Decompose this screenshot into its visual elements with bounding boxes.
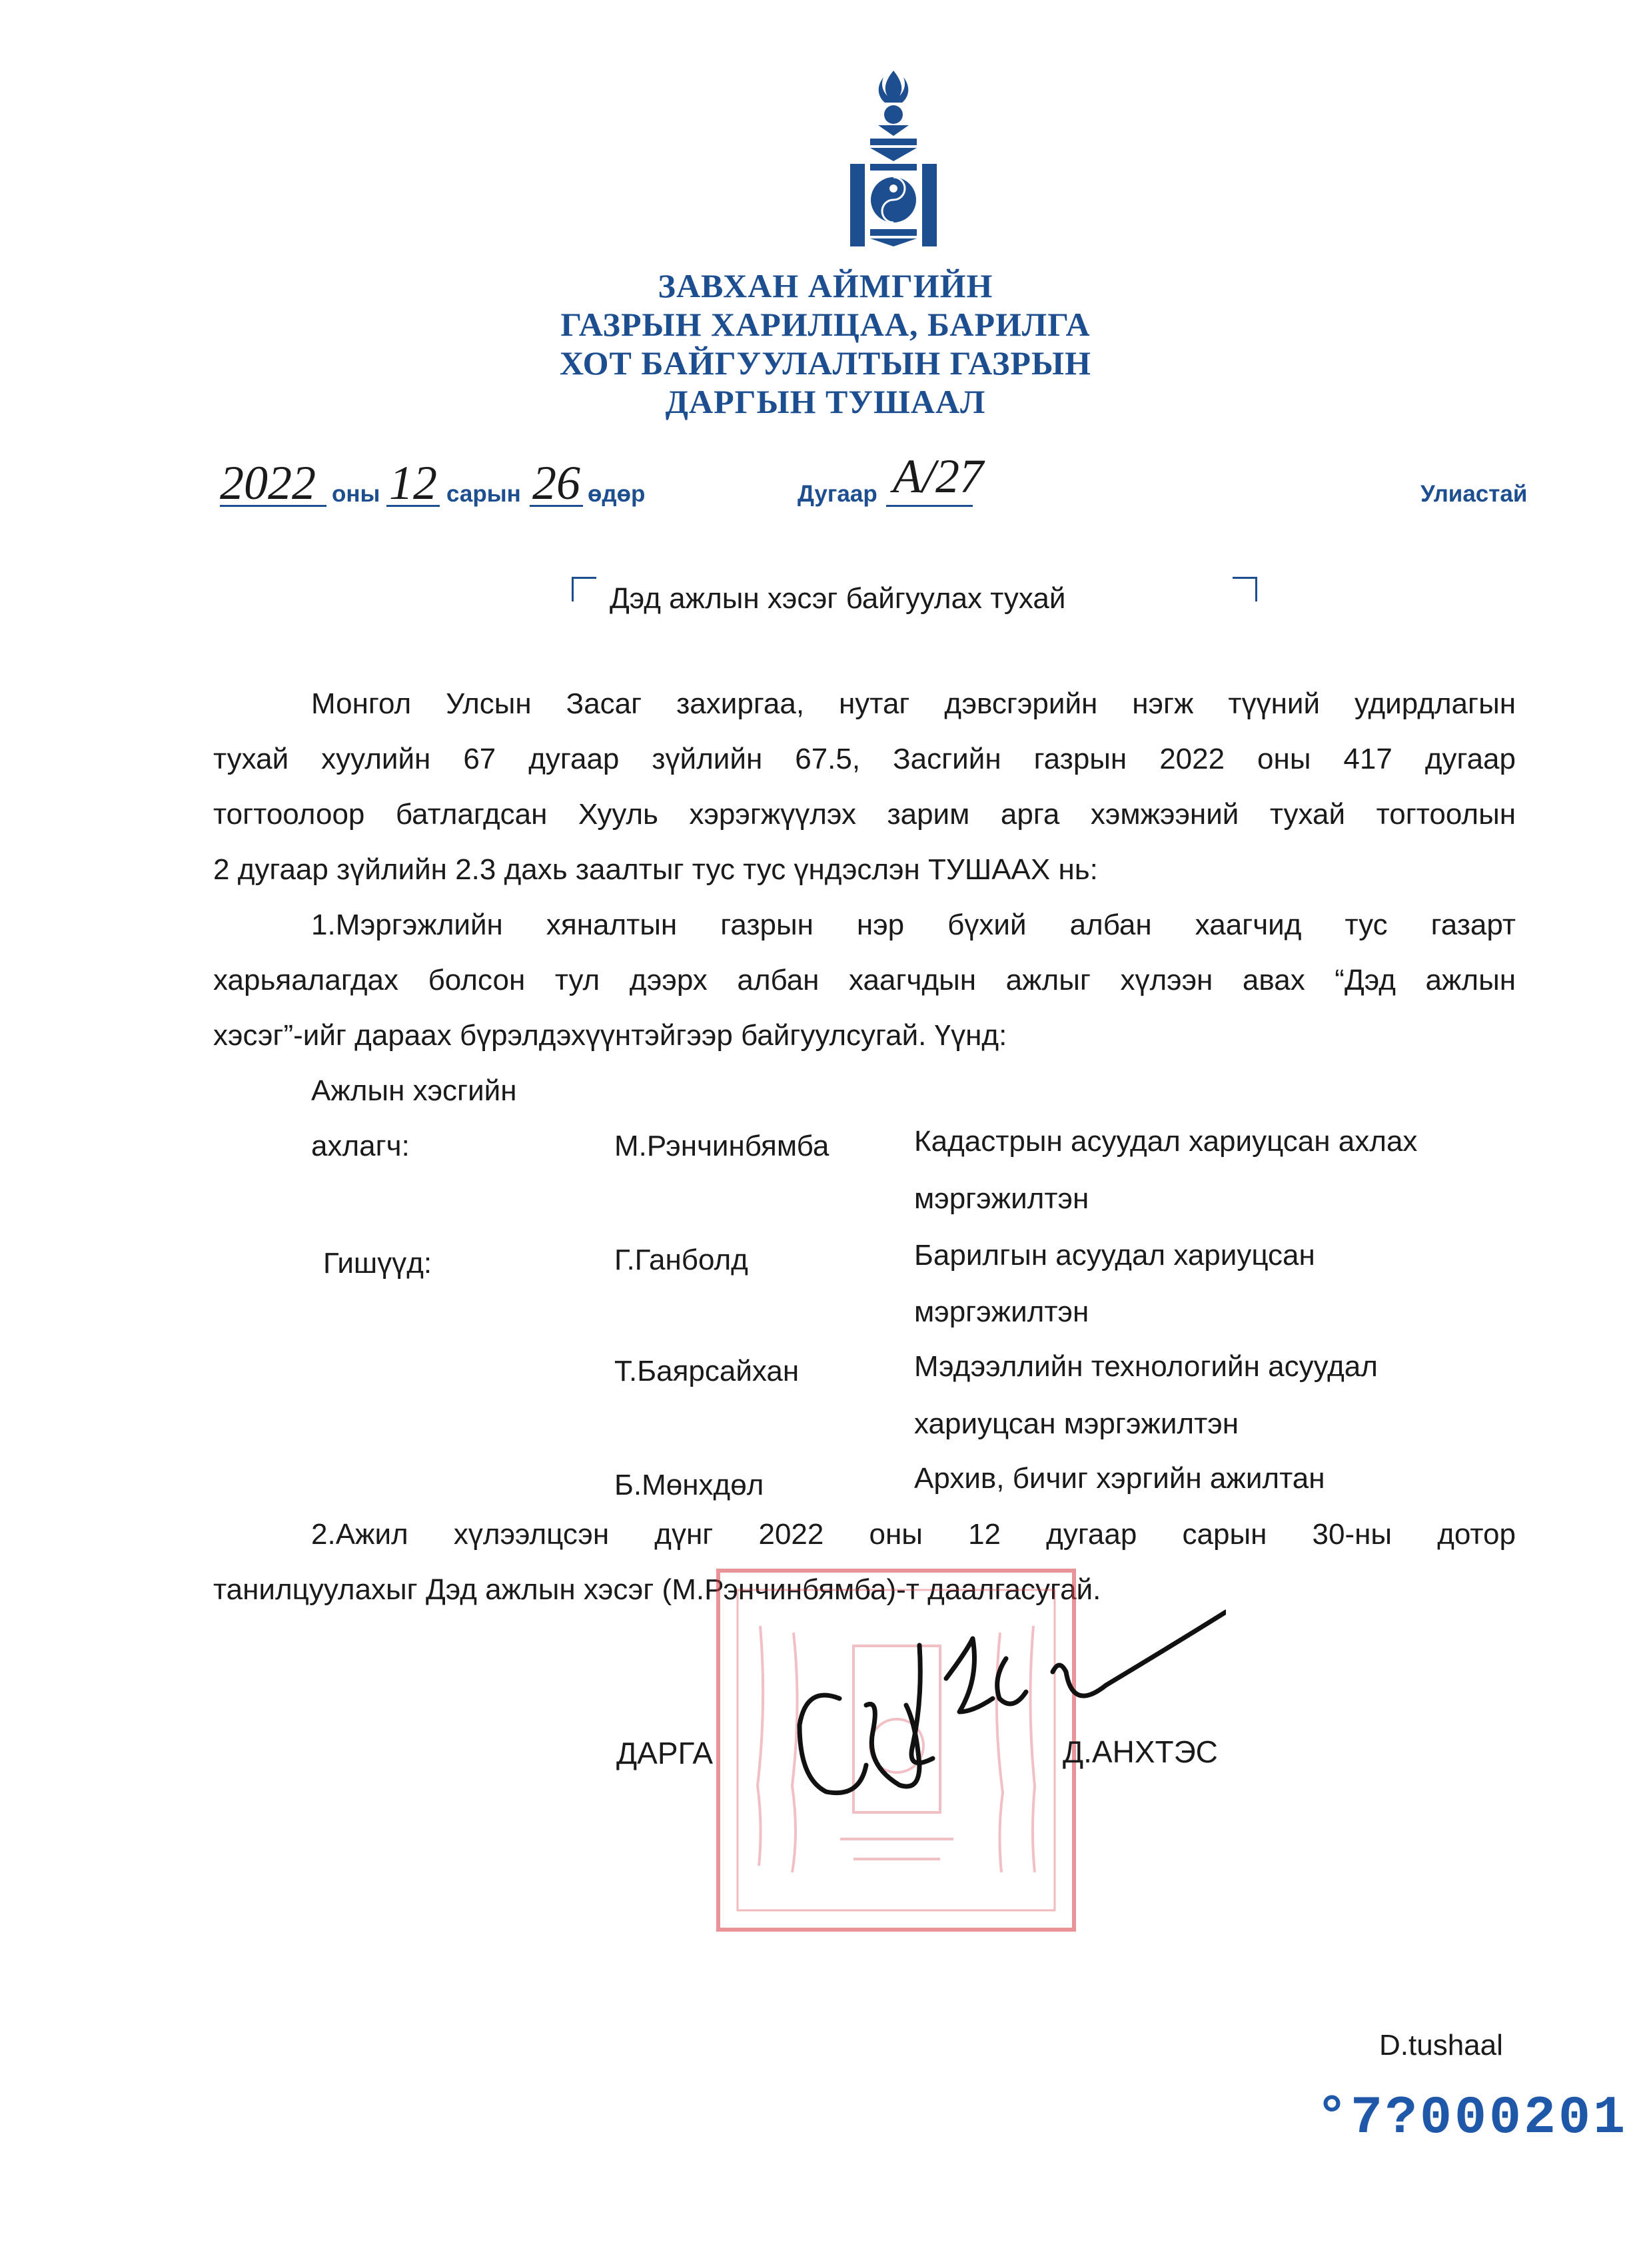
month-label: сарын [446, 481, 521, 507]
member-role-line-2: хариуцсан мэргэжилтэн [914, 1407, 1239, 1440]
subject-bracket-right [1233, 577, 1257, 601]
members-label: Гишүүд: [323, 1247, 432, 1280]
month-field [386, 456, 440, 510]
handwritten-signature [786, 1599, 1226, 1825]
leader-label-line-2: ахлагч: [311, 1130, 410, 1162]
member-name: М.Рэнчинбямба [614, 1130, 829, 1162]
preamble-line-3: тогтоолоор батлагдсан Хууль хэрэгжүүлэх зарим арга хэмжээний тухай тогтоолын [213, 798, 1516, 831]
member-role-line-1: Мэдээллийн технологийн асуудал [914, 1350, 1378, 1383]
member-name: Т.Баярсайхан [614, 1355, 800, 1387]
item2-line-1: 2.Ажил хүлээлцсэн дүнг 2022 оны 12 дугаар сарын 30-ны дотор [311, 1518, 1516, 1551]
header-line-1: ЗАВХАН АЙМГИЙН [658, 267, 993, 304]
year-field [220, 456, 326, 510]
header-line-3: ХОТ БАЙГУУЛАЛТЫН ГАЗРЫН [560, 344, 1091, 382]
day-label: өдөр [588, 481, 646, 507]
day-field [530, 456, 583, 510]
member-name: Г.Ганболд [614, 1244, 748, 1276]
header-line-4: ДАРГЫН ТУШААЛ [665, 383, 986, 420]
year-label: оны [332, 481, 380, 507]
preamble-line-4: 2 дугаар зүйлийн 2.3 дахь заалтыг тус тус үндэслэн ТУШААХ нь: [213, 853, 1098, 886]
city-label: Улиастай [1420, 481, 1528, 507]
number-value: А/27 [893, 450, 983, 503]
signatory-name: Д.АНХТЭС [1063, 1734, 1218, 1769]
member-name: Б.Мөнхдөл [614, 1469, 764, 1501]
year-value: 2022 [220, 456, 316, 510]
item1-line-3: хэсэг”-ийг дараах бүрэлдэхүүнтэйгээр байгуулсугай. Үүнд: [213, 1019, 1007, 1052]
day-value: 26 [532, 456, 580, 510]
soyombo-emblem-icon [843, 69, 943, 246]
number-field [886, 450, 983, 507]
number-label: Дугаар [798, 481, 877, 507]
signatory-title: ДАРГА [616, 1736, 714, 1770]
member-role-line-1: Архив, бичиг хэргийн ажилтан [914, 1462, 1325, 1495]
leader-label-line-1: Ажлын хэсгийн [311, 1074, 517, 1107]
preamble-line-1: Монгол Улсын Засаг захиргаа, нутаг дэвсгэрийн нэгж түүний удирдлагын [311, 687, 1516, 720]
month-value: 12 [389, 456, 437, 510]
preamble-line-2: тухай хуулийн 67 дугаар зүйлийн 67.5, Засгийн газрын 2022 оны 417 дугаар [213, 743, 1516, 775]
registration-number-stamp: °7?000201 [1316, 2088, 1628, 2149]
document-code: D.tushaal [1379, 2029, 1503, 2062]
item1-line-1: 1.Мэргэжлийн хяналтын газрын нэр бүхий албан хаагчид тус газарт [311, 909, 1516, 941]
item1-line-2: харьяалагдах болсон тул дээрх албан хаагчдын ажлыг хүлээн авах “Дэд ажлын [213, 964, 1516, 996]
header-line-2: ГАЗРЫН ХАРИЛЦАА, БАРИЛГА [560, 306, 1091, 343]
member-role-line-1: Кадастрын асуудал хариуцсан ахлах [914, 1125, 1418, 1158]
item2-line-2: танилцуулахыг Дэд ажлын хэсэг (М.Рэнчинбямба)-т даалгасугай. [213, 1573, 1101, 1606]
member-role-line-1: Барилгын асуудал хариуцсан [914, 1239, 1315, 1272]
member-role-line-2: мэргэжилтэн [914, 1296, 1089, 1328]
subject-title: Дэд ажлын хэсэг байгуулах тухай [610, 582, 1066, 615]
member-role-line-2: мэргэжилтэн [914, 1182, 1089, 1215]
subject-bracket-left [572, 577, 596, 601]
